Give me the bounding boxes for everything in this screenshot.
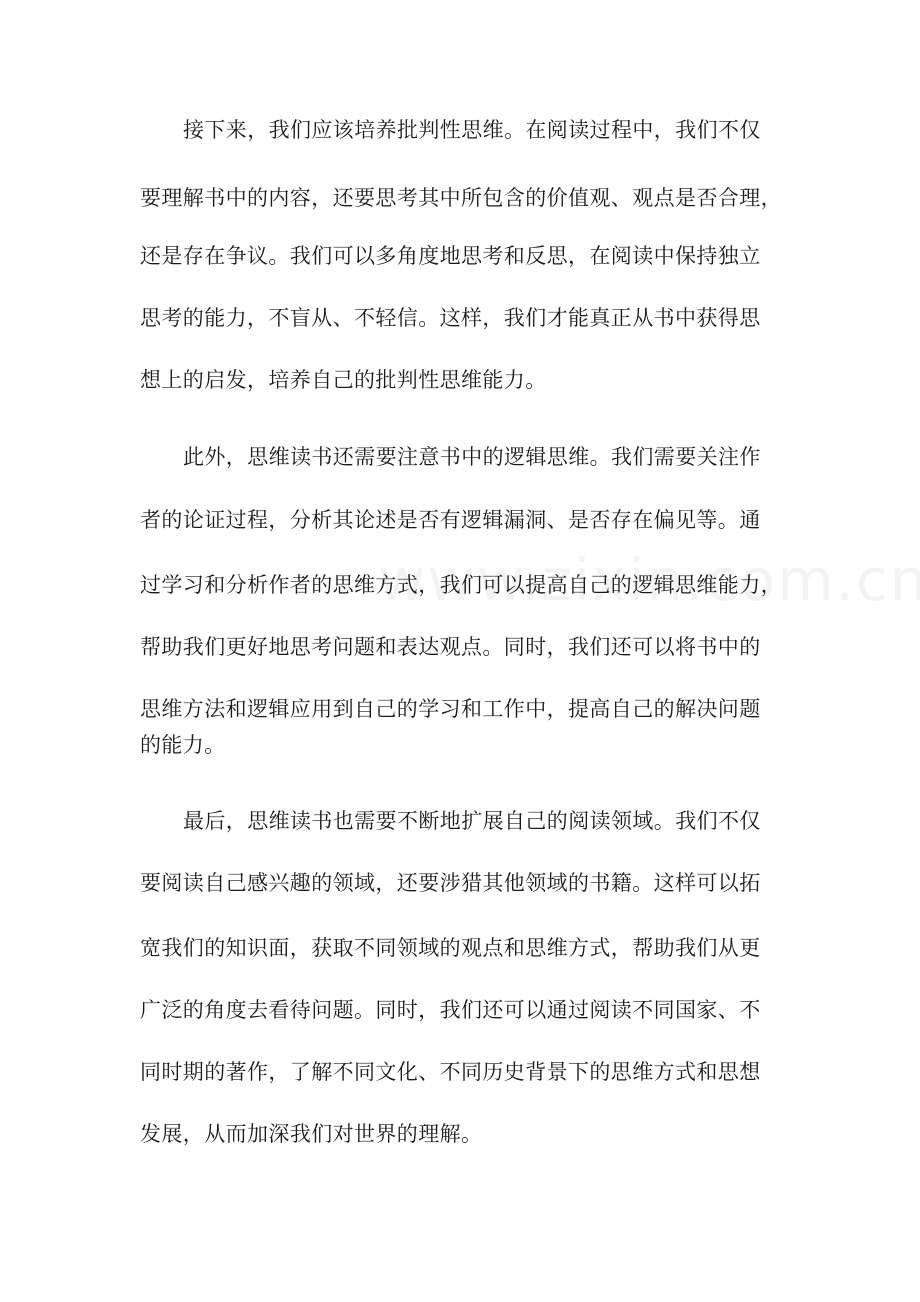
- paragraph-3-line-6: 发展，从而加深我们对世界的理解。: [140, 1122, 483, 1146]
- paragraph-2-line-1: 此外，思维读书还需要注意书中的逻辑思维。我们需要关注作: [183, 445, 761, 469]
- paragraph-2-line-3: 过学习和分析作者的思维方式，我们可以提高自己的逻辑思维能力，: [140, 573, 782, 597]
- paragraph-3-line-4: 广泛的角度去看待问题。同时，我们还可以通过阅读不同国家、不: [140, 998, 761, 1022]
- paragraph-1-line-4: 思考的能力，不盲从、不轻信。这样，我们才能真正从书中获得思: [140, 306, 761, 330]
- paragraph-1-line-2: 要理解书中的内容，还要思考其中所包含的价值观、观点是否合理，: [140, 186, 782, 210]
- paragraph-1-line-1: 接下来，我们应该培养批判性思维。在阅读过程中，我们不仅: [183, 118, 761, 142]
- paragraph-3-line-2: 要阅读自己感兴趣的领域，还要涉猎其他领域的书籍。这样可以拓: [140, 871, 761, 895]
- paragraph-3-line-3: 宽我们的知识面，获取不同领域的观点和思维方式，帮助我们从更: [140, 936, 761, 960]
- paragraph-2-line-5: 思维方法和逻辑应用到自己的学习和工作中，提高自己的解决问题: [140, 697, 761, 721]
- paragraph-3-line-1: 最后，思维读书也需要不断地扩展自己的阅读领域。我们不仅: [183, 809, 761, 833]
- paragraph-1-line-3: 还是存在争议。我们可以多角度地思考和反思，在阅读中保持独立: [140, 244, 761, 268]
- paragraph-2-line-6: 的能力。: [140, 733, 226, 757]
- paragraph-1-line-5: 想上的启发，培养自己的批判性思维能力。: [140, 368, 547, 392]
- paragraph-2-line-2: 者的论证过程，分析其论述是否有逻辑漏洞、是否存在偏见等。通: [140, 508, 761, 532]
- paragraph-2-line-4: 帮助我们更好地思考问题和表达观点。同时，我们还可以将书中的: [140, 635, 761, 659]
- paragraph-3-line-5: 同时期的著作，了解不同文化、不同历史背景下的思维方式和思想: [140, 1060, 761, 1084]
